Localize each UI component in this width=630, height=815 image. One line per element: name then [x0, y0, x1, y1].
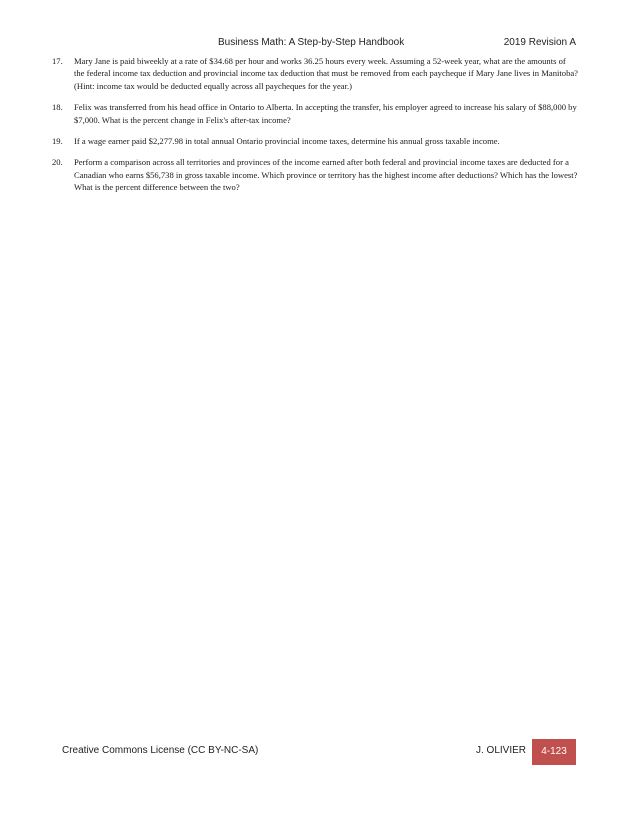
- question-number: 19.: [52, 136, 63, 147]
- question-text: Felix was transferred from his head office in Ontario to Alberta. In accepting the transfer, his employer agreed to increase his salary of $88,000 by $7,000. What is the percent change in Felix's after-tax income?: [74, 102, 577, 125]
- question-number: 17.: [52, 56, 63, 66]
- question-text: Perform a comparison across all territories and provinces of the income earned after both federal and provincial income taxes are deducted for a Canadian who earns $56,738 in gross taxable income. Which province or territory has the highest income after deductions? Which has the lowest? What is the percent difference between the two?: [74, 157, 578, 193]
- author-name: J. OLIVIER: [475, 745, 526, 756]
- page-header: [218, 37, 576, 51]
- question-number: 20.: [52, 157, 63, 168]
- question-17: [52, 55, 578, 92]
- question-19: [52, 135, 578, 147]
- question-18: [52, 101, 578, 126]
- book-title: Business Math: A Step-by-Step Handbook: [218, 37, 405, 48]
- page-footer: [62, 739, 576, 765]
- revision-label: 2019 Revision A: [503, 37, 576, 48]
- question-number: 18.: [52, 102, 63, 113]
- question-text: Mary Jane is paid biweekly at a rate of $34.68 per hour and works 36.25 hours every week. Assuming a 52-week year, what are the amounts of the federal income tax deduction and provincial income tax deduction that must be removed from each paycheque if Mary Jane lives in Manitoba? (Hint: income tax would be deducted equally across all paycheques for the year.): [74, 56, 578, 91]
- question-text: If a wage earner paid $2,277.98 in total annual Ontario provincial income taxes, determine his annual gross taxable income.: [74, 136, 500, 147]
- page-number-badge: 4-123: [532, 739, 576, 765]
- question-list: [52, 55, 578, 203]
- license-text: Creative Commons License (CC BY-NC-SA): [62, 745, 259, 756]
- question-20: [52, 156, 578, 193]
